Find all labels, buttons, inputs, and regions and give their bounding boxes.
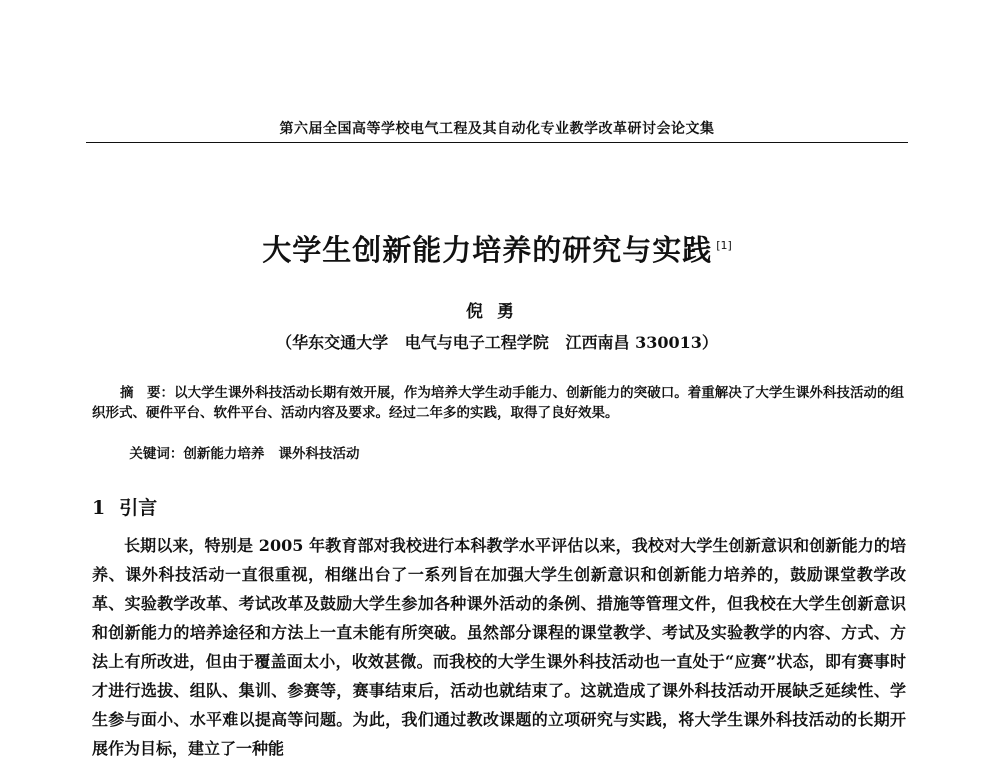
abstract-text: 以大学生课外科技活动长期有效开展，作为培养大学生动手能力、创新能力的突破口。着重解决了大学生课外科技活动的组织形式、硬件平台、软件平台、活动内容及要求。经过二年多的实践，取得了良好效果。 xyxy=(92,385,905,421)
author-name: 倪勇 xyxy=(466,302,528,322)
title-footnote-marker: [1] xyxy=(716,239,732,253)
keywords-text: 创新能力培养 课外科技活动 xyxy=(183,446,360,462)
body-paragraph: 长期以来，特别是 2005 年教育部对我校进行本科教学水平评估以来，我校对大学生创新意识和创新能力的培养、课外科技活动一直很重视，相继出台了一系列旨在加强大学生创新意识和创新能力培养的，鼓励课堂教学改革、实验教学改革、考试改革及鼓励大学生参加各种课外活动的条例、措施等管理文件，但我校在大学生创新意识和创新能力的培养途径和方法上一直未能有所突破。虽然部分课程的课堂教学、考试及实验教学的内容、方式、方法上有所改进，但由于覆盖面太小，收效甚微。而我校的大学生课外科技活动也一直处于“应赛”状态，即有赛事时才进行选拔、组队、集训、参赛等，赛事结束后，活动也就结束了。这就造成了课外科技活动开展缺乏延续性、学生参与面小、水平难以提高等问题。为此，我们通过教改课题的立项研究与实践，将大学生课外科技活动的长期开展作为目标，建立了一种能 xyxy=(92,536,906,758)
author-affiliation: （华东交通大学 电气与电子工程学院 江西南昌 330013） xyxy=(276,333,718,352)
abstract xyxy=(92,383,904,423)
keywords-label: 关键词： xyxy=(129,446,184,462)
paper-title xyxy=(86,228,908,269)
section-title: 引言 xyxy=(119,497,158,519)
section-number: 1 xyxy=(92,497,106,519)
paper-title-text: 大学生创新能力培养的研究与实践 xyxy=(262,233,713,267)
keywords xyxy=(120,424,360,464)
running-header xyxy=(86,118,908,143)
section-heading xyxy=(92,493,157,520)
running-header-text: 第六届全国高等学校电气工程及其自动化专业教学改革研讨会论文集 xyxy=(279,121,715,137)
abstract-label: 摘 要： xyxy=(120,385,175,401)
